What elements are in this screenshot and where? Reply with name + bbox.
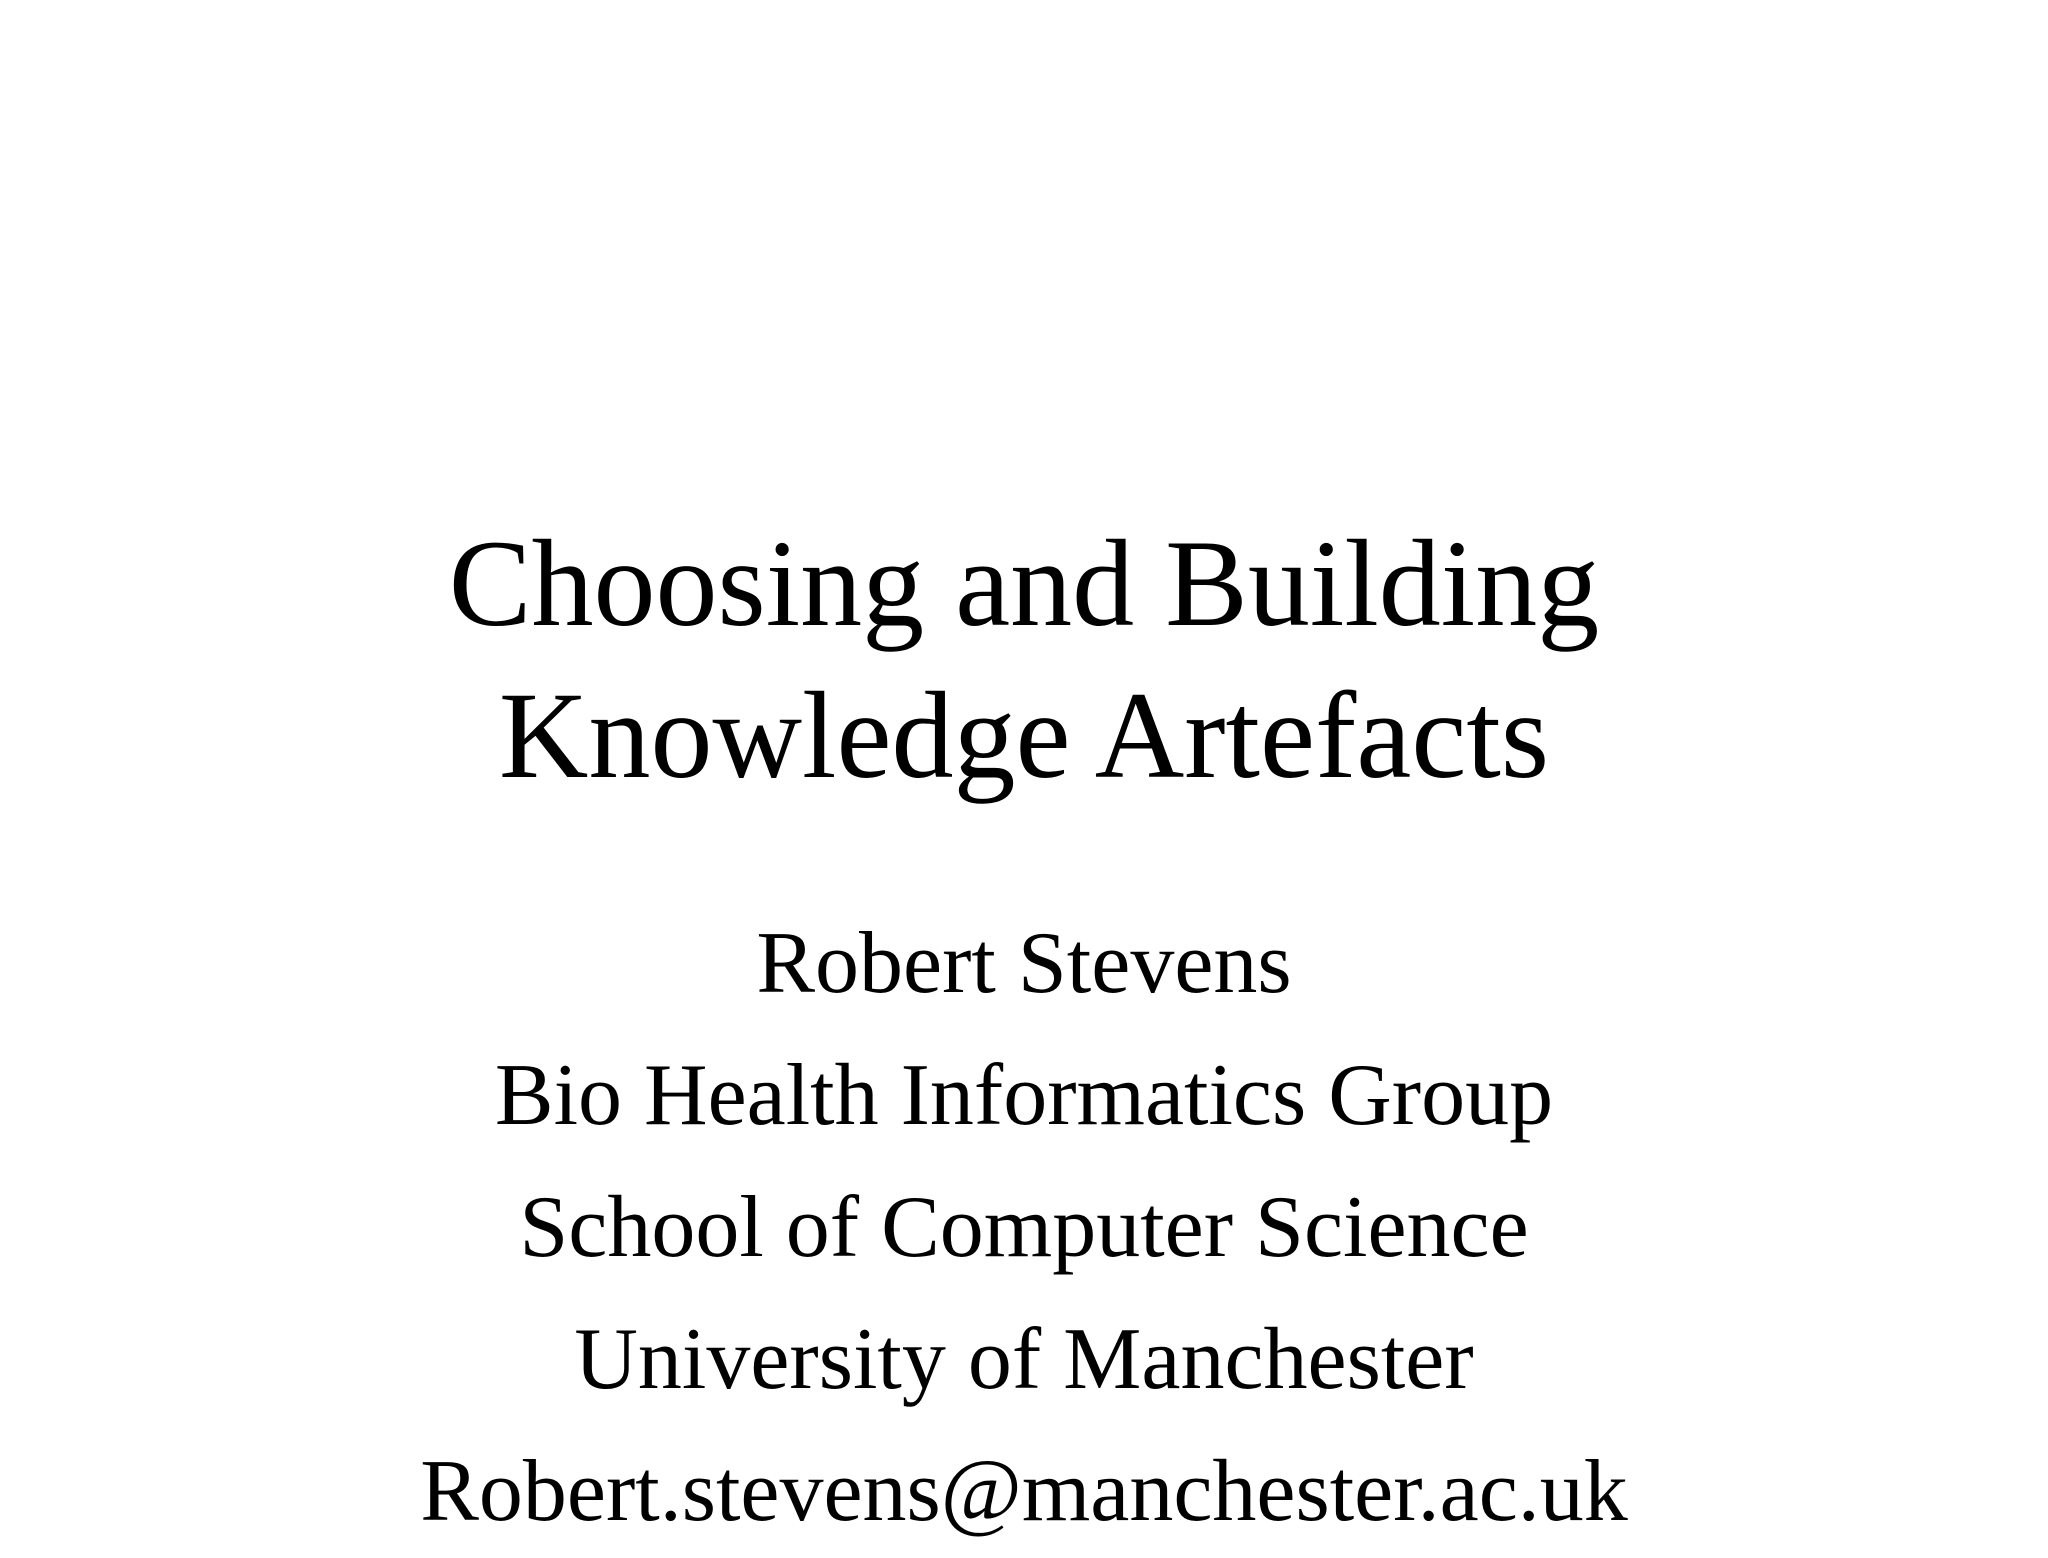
school-name: School of Computer Science <box>519 1179 1529 1276</box>
email-address: Robert.stevens@manchester.ac.uk <box>420 1443 1628 1540</box>
title-line-2: Knowledge Artefacts <box>498 667 1550 804</box>
slide-title <box>0 508 2048 812</box>
title-line-1: Choosing and Building <box>448 515 1600 652</box>
university-name: University of Manchester <box>574 1311 1474 1408</box>
research-group: Bio Health Informatics Group <box>494 1047 1554 1144</box>
author-name: Robert Stevens <box>756 915 1292 1012</box>
author-block <box>0 898 2048 1558</box>
